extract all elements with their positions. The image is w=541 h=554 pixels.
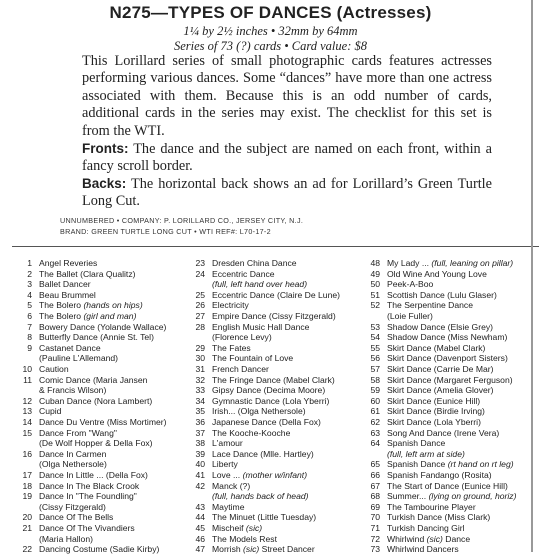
card-title: Love ... (mother w/infant) bbox=[212, 470, 308, 480]
card-number: 39 bbox=[195, 448, 205, 459]
checklist-entry bbox=[12, 322, 166, 332]
checklist-entry bbox=[362, 481, 508, 491]
checklist-entry bbox=[187, 481, 250, 491]
checklist-entry bbox=[187, 300, 249, 310]
divider bbox=[12, 246, 539, 247]
checklist-entry bbox=[362, 343, 485, 353]
card-size-line: 1¼ by 2½ inches • 32mm by 64mm bbox=[183, 24, 358, 38]
checklist-entry bbox=[362, 385, 494, 395]
checklist-entry bbox=[362, 438, 445, 448]
card-number: 18 bbox=[22, 480, 32, 491]
card-number: 6 bbox=[27, 311, 32, 321]
card-title: Ballet Dancer bbox=[39, 279, 91, 290]
checklist-entry bbox=[362, 322, 493, 332]
checklist-entry-continuation bbox=[12, 502, 106, 512]
checklist-entry bbox=[187, 258, 297, 268]
meta-line-1: UNNUMBERED • COMPANY: P. LORILLARD CO., JERSEY CITY, N.J. bbox=[60, 216, 304, 225]
card-number: 47 bbox=[195, 544, 205, 554]
series-line: Series of 73 (?) cards • Card value: $8 bbox=[173, 39, 367, 53]
card-number: 27 bbox=[195, 311, 205, 321]
card-number: 40 bbox=[195, 459, 205, 470]
card-title: Maytime bbox=[212, 501, 245, 512]
card-title: Skirt Dance (Mabel Clark) bbox=[387, 342, 486, 353]
card-number: 62 bbox=[370, 417, 380, 427]
card-title: Shadow Dance (Elsie Grey) bbox=[387, 321, 494, 332]
checklist-entry bbox=[12, 300, 143, 310]
card-number: 10 bbox=[22, 364, 32, 374]
fronts-text: The dance and the subject are named on each front, within a fancy scroll border. bbox=[82, 141, 492, 175]
checklist-entry bbox=[362, 491, 516, 501]
checklist-entry bbox=[12, 364, 69, 374]
checklist-entry bbox=[362, 512, 490, 522]
checklist-entry bbox=[12, 449, 106, 459]
card-title: Skirt Dance (Lola Yberri) bbox=[387, 417, 481, 427]
checklist-entry bbox=[12, 279, 91, 289]
card-title: Dance From "Wang" bbox=[39, 427, 117, 438]
card-title: Bowery Dance (Yolande Wallace) bbox=[39, 321, 167, 332]
card-number: 71 bbox=[370, 523, 380, 533]
checklist-entry bbox=[187, 353, 293, 363]
card-number: 72 bbox=[370, 533, 380, 544]
card-note: (full, leaning on pillar) bbox=[431, 258, 514, 268]
checklist-entry-continuation bbox=[12, 534, 93, 544]
card-title bbox=[212, 491, 309, 501]
checklist-entry bbox=[187, 470, 307, 480]
card-title: The Bolero (hands on hips) bbox=[39, 300, 143, 311]
checklist-entry bbox=[187, 459, 238, 469]
checklist-entry bbox=[187, 406, 306, 416]
card-title: Mischeif (sic) bbox=[212, 523, 263, 533]
checklist-entry bbox=[187, 311, 336, 321]
card-number: 37 bbox=[195, 427, 205, 438]
card-number: 16 bbox=[22, 448, 32, 459]
card-title: (Olga Nethersole) bbox=[39, 459, 107, 470]
card-title: Spanish Fandango (Rosita) bbox=[387, 470, 492, 480]
card-title: (Cissy Fitzgerald) bbox=[39, 501, 106, 512]
card-title: The Bolero (girl and man) bbox=[39, 311, 137, 321]
checklist-entry bbox=[362, 470, 492, 480]
card-note: (rt hand on rt leg) bbox=[447, 459, 514, 470]
card-number: 51 bbox=[370, 289, 380, 300]
card-number: 70 bbox=[370, 512, 380, 523]
card-title: Dance In The Black Crook bbox=[39, 480, 140, 491]
checklist-entry bbox=[12, 470, 148, 480]
card-number: 24 bbox=[195, 268, 205, 279]
card-title: Peek-A-Boo bbox=[387, 279, 434, 290]
card-number: 53 bbox=[370, 321, 380, 332]
card-title: Skirt Dance (Carrie De Mar) bbox=[387, 364, 494, 374]
card-title: Old Wine And Young Love bbox=[387, 268, 487, 279]
card-number: 20 bbox=[22, 512, 32, 523]
checklist-entry bbox=[187, 544, 315, 554]
card-number: 25 bbox=[195, 289, 205, 300]
card-number: 65 bbox=[370, 459, 380, 470]
checklist-entry bbox=[362, 523, 465, 533]
card-title: The Serpentine Dance bbox=[387, 300, 473, 311]
card-note: (full, left arm at side) bbox=[387, 448, 465, 459]
checklist-entry-continuation bbox=[362, 449, 465, 459]
checklist-entry bbox=[12, 523, 135, 533]
card-title: Gymnastic Dance (Lola Yberri) bbox=[212, 395, 330, 406]
card-number: 26 bbox=[195, 300, 205, 311]
card-number: 17 bbox=[22, 470, 32, 480]
card-title: Turkish Dancing Girl bbox=[387, 523, 465, 533]
card-number: 44 bbox=[195, 512, 205, 523]
checklist-entry bbox=[362, 353, 508, 363]
checklist-entry bbox=[12, 375, 147, 385]
card-title: The Fountain of Love bbox=[212, 353, 294, 364]
card-title: The Fates bbox=[212, 342, 251, 353]
checklist-entry bbox=[362, 332, 507, 342]
checklist-entry-continuation bbox=[12, 438, 153, 448]
card-title: & Francis Wilson) bbox=[39, 385, 107, 396]
card-title: My Lady ... (full, leaning on pillar) bbox=[387, 258, 514, 268]
card-number: 43 bbox=[195, 501, 205, 512]
fronts-paragraph bbox=[60, 140, 492, 176]
checklist-entry bbox=[187, 322, 309, 332]
card-title: Shadow Dance (Miss Newham) bbox=[387, 332, 508, 343]
checklist-entry bbox=[12, 481, 139, 491]
card-number: 15 bbox=[22, 427, 32, 438]
checklist-entry bbox=[187, 502, 244, 512]
card-number: 13 bbox=[22, 406, 32, 417]
card-number: 58 bbox=[370, 374, 380, 385]
checklist-entry bbox=[12, 332, 154, 342]
card-number: 30 bbox=[195, 353, 205, 364]
checklist-entry bbox=[362, 544, 459, 554]
card-number: 28 bbox=[195, 321, 205, 332]
card-number: 60 bbox=[370, 395, 380, 406]
card-number: 49 bbox=[370, 268, 380, 279]
card-title: Japanese Dance (Della Fox) bbox=[212, 417, 321, 427]
card-note: (sic) bbox=[245, 523, 263, 533]
card-note: (sic) bbox=[243, 544, 260, 554]
card-title: French Dancer bbox=[212, 364, 269, 374]
checklist-entry bbox=[362, 417, 481, 427]
card-number: 9 bbox=[27, 342, 32, 353]
card-number: 55 bbox=[370, 342, 380, 353]
card-number: 73 bbox=[370, 544, 380, 554]
checklist-entry bbox=[12, 311, 136, 321]
checklist-entry bbox=[362, 459, 514, 469]
card-note: (full, left hand over head) bbox=[212, 279, 308, 290]
card-title: The Kooche-Kooche bbox=[212, 427, 291, 438]
card-title: Beau Brummel bbox=[39, 289, 96, 300]
fronts-label: Fronts: bbox=[82, 141, 129, 156]
card-number: 23 bbox=[195, 258, 205, 268]
checklist-entry-continuation bbox=[187, 332, 272, 342]
card-number: 41 bbox=[195, 470, 205, 480]
card-number: 32 bbox=[195, 374, 205, 385]
card-title: Spanish Dance (rt hand on rt leg) bbox=[387, 459, 514, 470]
checklist-entry bbox=[187, 375, 335, 385]
card-title: Skirt Dance (Eunice Hill) bbox=[387, 395, 481, 406]
card-number: 42 bbox=[195, 480, 205, 491]
checklist-entry bbox=[362, 534, 470, 544]
card-number: 34 bbox=[195, 395, 205, 406]
checklist-entry bbox=[187, 364, 269, 374]
checklist-entry-continuation bbox=[12, 353, 118, 363]
checklist-entry bbox=[187, 438, 243, 448]
checklist-entry bbox=[12, 258, 97, 268]
card-title: English Music Hall Dance bbox=[212, 321, 310, 332]
checklist-entry bbox=[187, 512, 316, 522]
checklist-entry bbox=[187, 269, 275, 279]
card-number: 48 bbox=[370, 258, 380, 268]
card-number: 46 bbox=[195, 533, 205, 544]
card-title: The Start of Dance (Eunice Hill) bbox=[387, 480, 508, 491]
checklist-entry bbox=[187, 290, 340, 300]
checklist-entry bbox=[362, 258, 513, 268]
checklist-entry bbox=[362, 406, 485, 416]
backs-paragraph bbox=[60, 175, 492, 211]
card-title: Butterfly Dance (Annie St. Tel) bbox=[39, 332, 154, 343]
card-title: Angel Reveries bbox=[39, 258, 98, 268]
card-title: The Tambourine Player bbox=[387, 501, 476, 512]
card-note: (sic) bbox=[426, 533, 443, 544]
checklist-entry bbox=[12, 544, 159, 554]
checklist-entry-continuation bbox=[362, 311, 433, 321]
card-note: (full, hands back of head) bbox=[212, 491, 309, 502]
card-title: Spanish Dance bbox=[387, 438, 446, 449]
card-note: (girl and man) bbox=[83, 311, 137, 321]
card-title: Empire Dance (Cissy Fitzgerald) bbox=[212, 311, 336, 321]
card-title: (Maria Hallon) bbox=[39, 533, 93, 544]
card-number: 22 bbox=[22, 544, 32, 554]
card-number: 3 bbox=[27, 279, 32, 290]
card-number: 1 bbox=[27, 258, 32, 268]
card-title: Summer... (lying on ground, horiz) bbox=[387, 491, 517, 502]
card-note: (lying on ground, horiz) bbox=[428, 491, 517, 502]
checklist-entry-continuation bbox=[187, 279, 307, 289]
card-title: Whirlwind Dancers bbox=[387, 544, 459, 554]
card-number: 7 bbox=[27, 321, 32, 332]
checklist-entry bbox=[362, 396, 480, 406]
checklist-entry-continuation bbox=[12, 459, 107, 469]
card-title: Eccentric Dance bbox=[212, 268, 275, 279]
card-number: 69 bbox=[370, 501, 380, 512]
card-title: Morrish (sic) Street Dancer bbox=[212, 544, 315, 554]
checklist-entry bbox=[12, 269, 135, 279]
card-title: Lace Dance (Mlle. Hartley) bbox=[212, 448, 314, 459]
intro-paragraph: This Lorillard series of small photographic cards features actresses performing various dances. Some “dances” have more than one actress associated with them. Because this is an odd number of cards, additional cards in the series may exist. The checklist for this set is from the WTI. bbox=[82, 53, 492, 139]
checklist-entry bbox=[187, 534, 277, 544]
card-title: Eccentric Dance (Claire De Lune) bbox=[212, 289, 341, 300]
card-title: Skirt Dance (Margaret Ferguson) bbox=[387, 374, 513, 385]
checklist-entry bbox=[187, 417, 321, 427]
card-number: 36 bbox=[195, 417, 205, 427]
card-title: Dance Of The Vivandiers bbox=[39, 523, 135, 533]
card-title: Comic Dance (Maria Jansen bbox=[39, 374, 148, 385]
checklist-entry bbox=[187, 449, 314, 459]
checklist-entry bbox=[362, 300, 473, 310]
card-title: Dance In Little ... (Della Fox) bbox=[39, 470, 148, 480]
backs-label: Backs: bbox=[82, 176, 127, 191]
card-number: 2 bbox=[27, 268, 32, 279]
card-number: 33 bbox=[195, 385, 205, 396]
card-title: Dancing Costume (Sadie Kirby) bbox=[39, 544, 160, 554]
card-number: 59 bbox=[370, 385, 380, 396]
card-title: Skirt Dance (Davenport Sisters) bbox=[387, 353, 508, 364]
card-number: 68 bbox=[370, 491, 380, 502]
card-number: 57 bbox=[370, 364, 380, 374]
card-number: 64 bbox=[370, 438, 380, 449]
checklist-entry bbox=[362, 269, 487, 279]
card-title bbox=[212, 279, 307, 289]
card-title: Dance In Carmen bbox=[39, 448, 107, 459]
card-number: 54 bbox=[370, 332, 380, 343]
card-number: 8 bbox=[27, 332, 32, 343]
card-title: The Minuet (Little Tuesday) bbox=[212, 512, 317, 523]
card-title: Dance Of The Bells bbox=[39, 512, 114, 523]
checklist-entry bbox=[12, 290, 96, 300]
card-title: The Models Rest bbox=[212, 533, 277, 544]
card-title: Manck (?) bbox=[212, 480, 251, 491]
card-number: 38 bbox=[195, 438, 205, 449]
checklist-entry bbox=[362, 290, 497, 300]
card-title: Caution bbox=[39, 364, 69, 374]
card-title: The Ballet (Clara Qualitz) bbox=[39, 268, 136, 279]
card-title: Scottish Dance (Lulu Glaser) bbox=[387, 289, 497, 300]
checklist-entry bbox=[362, 502, 476, 512]
card-number: 31 bbox=[195, 364, 205, 374]
checklist-entry bbox=[187, 396, 329, 406]
checklist-entry bbox=[187, 428, 290, 438]
checklist-entry-continuation bbox=[187, 491, 309, 501]
card-title: Gipsy Dance (Decima Moore) bbox=[212, 385, 326, 396]
checklist-entry bbox=[187, 385, 325, 395]
card-number: 45 bbox=[195, 523, 205, 533]
card-number: 21 bbox=[22, 523, 32, 533]
card-title bbox=[387, 449, 465, 459]
card-note: (hands on hips) bbox=[83, 300, 143, 311]
card-title: (Pauline L'Allemand) bbox=[39, 353, 119, 364]
card-title: The Fringe Dance (Mabel Clark) bbox=[212, 374, 335, 385]
page-edge-line bbox=[531, 0, 533, 552]
card-title: Whirlwind (sic) Dance bbox=[387, 533, 471, 544]
checklist-entry bbox=[12, 396, 152, 406]
checklist-entry bbox=[12, 343, 101, 353]
card-number: 14 bbox=[22, 417, 32, 427]
checklist-entry bbox=[12, 491, 137, 501]
card-number: 5 bbox=[27, 300, 32, 311]
checklist-entry-continuation bbox=[12, 385, 106, 395]
page-title: N275—TYPES OF DANCES (Actresses) bbox=[109, 3, 432, 22]
checklist-entry bbox=[187, 523, 262, 533]
card-title: Irish... (Olga Nethersole) bbox=[212, 406, 306, 417]
card-title: (Loie Fuller) bbox=[387, 311, 433, 321]
card-title: Dance Du Ventre (Miss Mortimer) bbox=[39, 417, 167, 427]
checklist-entry bbox=[187, 343, 251, 353]
checklist-entry bbox=[12, 512, 113, 522]
card-title: Skirt Dance (Birdie Irving) bbox=[387, 406, 485, 417]
card-title: Song And Dance (Irene Vera) bbox=[387, 427, 500, 438]
card-title: L'amour bbox=[212, 438, 243, 449]
card-note: (mother w/infant) bbox=[242, 470, 308, 480]
card-number: 29 bbox=[195, 342, 205, 353]
card-number: 4 bbox=[27, 289, 32, 300]
checklist-entry bbox=[12, 428, 117, 438]
card-title: Liberty bbox=[212, 459, 238, 470]
card-number: 63 bbox=[370, 427, 380, 438]
card-number: 19 bbox=[22, 491, 32, 502]
card-title: (Florence Levy) bbox=[212, 332, 272, 343]
checklist-entry bbox=[362, 428, 499, 438]
card-number: 35 bbox=[195, 406, 205, 417]
card-title: Turkish Dance (Miss Clark) bbox=[387, 512, 491, 523]
meta-line-2: BRAND: GREEN TURTLE LONG CUT • WTI REF#: L70-17-2 bbox=[60, 227, 271, 236]
card-number: 56 bbox=[370, 353, 380, 364]
card-title: Electricity bbox=[212, 300, 249, 311]
card-title: Dance In "The Foundling" bbox=[39, 491, 137, 502]
card-title: Cupid bbox=[39, 406, 62, 417]
card-title: Castanet Dance bbox=[39, 342, 101, 353]
checklist-entry bbox=[362, 375, 513, 385]
card-title: Skirt Dance (Amelia Glover) bbox=[387, 385, 494, 396]
card-number: 11 bbox=[23, 374, 32, 385]
card-number: 50 bbox=[370, 279, 380, 290]
card-number: 52 bbox=[370, 300, 380, 311]
checklist-entry bbox=[12, 406, 61, 416]
card-title: Cuban Dance (Nora Lambert) bbox=[39, 395, 153, 406]
card-number: 12 bbox=[22, 395, 32, 406]
checklist-entry bbox=[12, 417, 167, 427]
card-number: 61 bbox=[370, 406, 380, 417]
card-number: 66 bbox=[370, 470, 380, 480]
card-title: Dresden China Dance bbox=[212, 258, 297, 268]
backs-text: The horizontal back shows an ad for Lorillard’s Green Turtle Long Cut. bbox=[82, 176, 492, 210]
checklist-entry bbox=[362, 364, 494, 374]
card-number: 67 bbox=[370, 480, 380, 491]
checklist-entry bbox=[362, 279, 433, 289]
card-title: (De Wolf Hopper & Della Fox) bbox=[39, 438, 153, 449]
